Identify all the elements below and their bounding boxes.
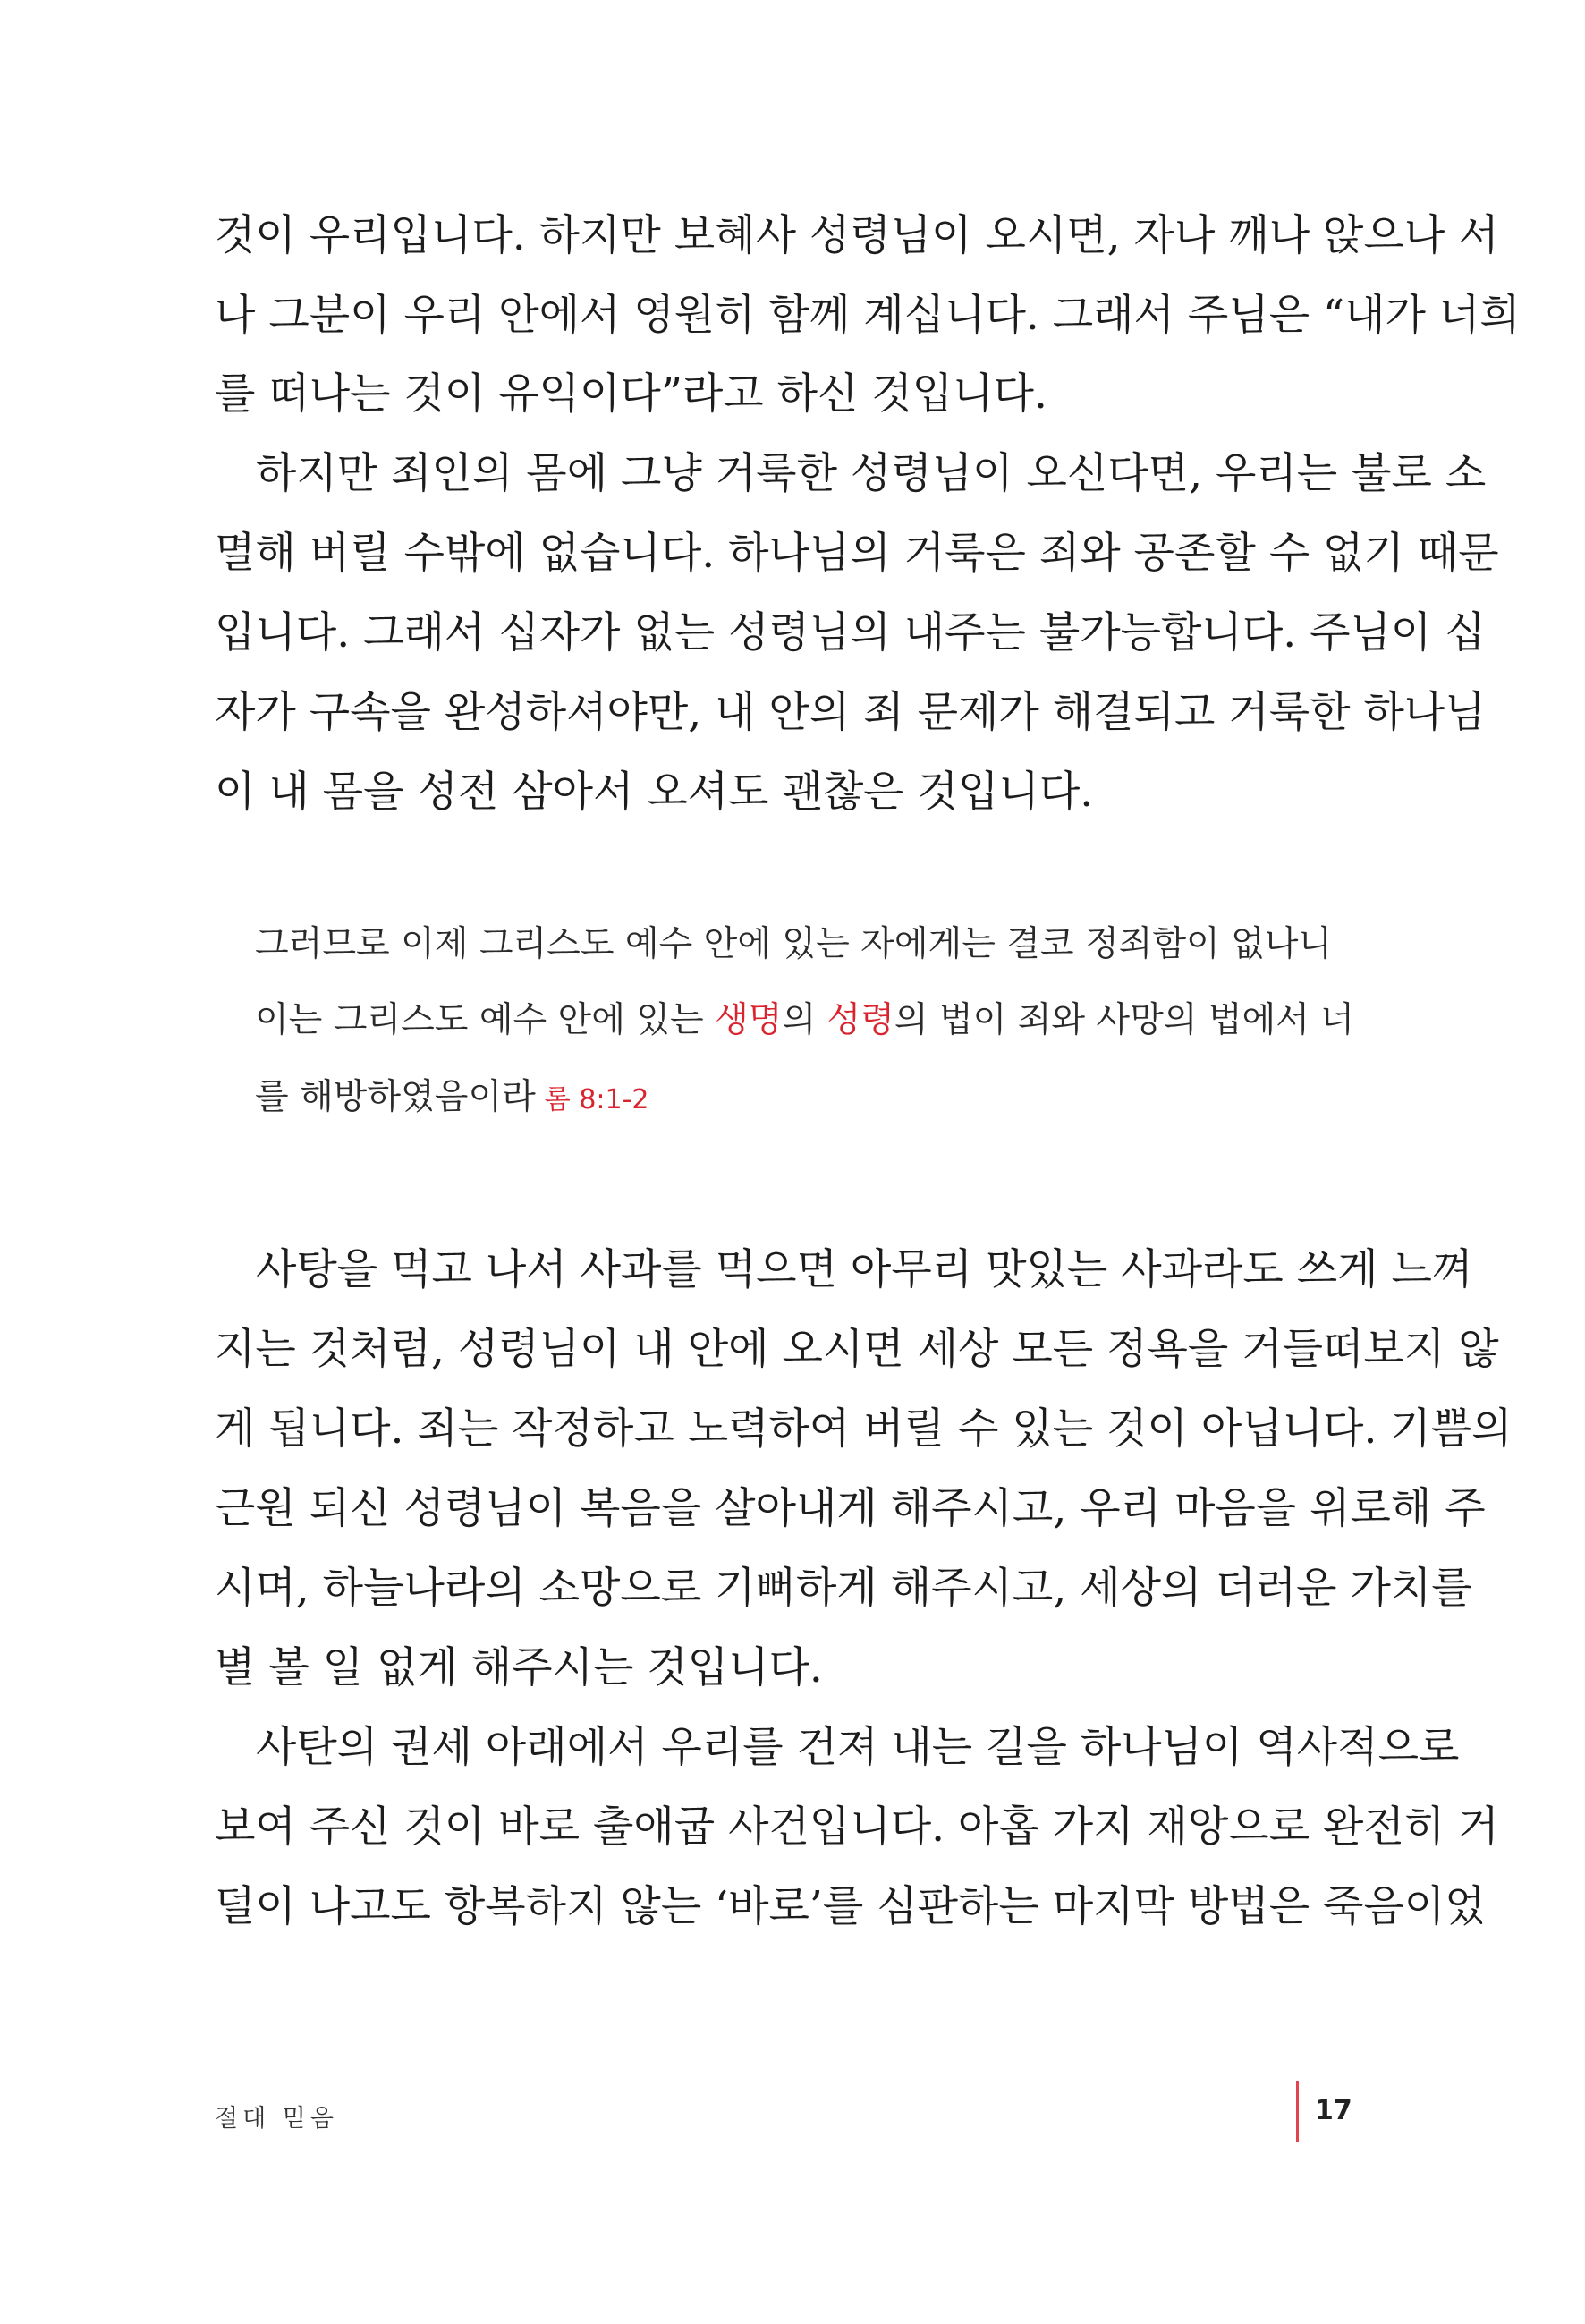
scripture-quote-line-2 <box>255 999 1354 1042</box>
paragraph-4-line-2: 보여 주신 것이 바로 출애굽 사건입니다. 아홉 가지 재앙으로 완전히 거 <box>215 1802 1499 1852</box>
paragraph-3-line-1: 사탕을 먹고 나서 사과를 먹으면 아무리 맛있는 사과라도 쓰게 느껴 <box>256 1245 1473 1294</box>
highlight-word-life: 생명 <box>715 1000 783 1040</box>
paragraph-2-line-1: 하지만 죄인의 몸에 그냥 거룩한 성령님이 오신다면, 우리는 불로 소 <box>256 449 1487 498</box>
highlight-word-spirit: 성령 <box>826 1000 894 1040</box>
footer-book-title: 절대 믿음 <box>215 2105 338 2133</box>
scripture-reference: 롬 8:1-2 <box>544 1084 649 1115</box>
page-number: 17 <box>1315 2095 1352 2126</box>
paragraph-3-line-5: 시며, 하늘나라의 소망으로 기뻐하게 해주시고, 세상의 더러운 가치를 <box>215 1564 1472 1613</box>
paragraph-3-line-6: 별 볼 일 없게 해주시는 것입니다. <box>215 1643 823 1692</box>
paragraph-2-line-3: 입니다. 그래서 십자가 없는 성령님의 내주는 불가능합니다. 주님이 십 <box>215 608 1486 657</box>
paragraph-1-line-2: 나 그분이 우리 안에서 영원히 함께 계십니다. 그래서 주님은 “내가 너희 <box>215 291 1521 340</box>
quote-text: 의 <box>782 1000 827 1040</box>
paragraph-2-line-5: 이 내 몸을 성전 삼아서 오셔도 괜찮은 것입니다. <box>215 768 1094 817</box>
quote-text: 의 법이 죄와 사망의 법에서 너 <box>894 1000 1354 1040</box>
paragraph-2-line-2: 멸해 버릴 수밖에 없습니다. 하나님의 거룩은 죄와 공존할 수 없기 때문 <box>215 529 1499 578</box>
paragraph-1-line-1: 것이 우리입니다. 하지만 보혜사 성령님이 오시면, 자나 깨나 앉으나 서 <box>215 211 1499 260</box>
scripture-quote-line-3 <box>255 1076 1264 1119</box>
footer-divider <box>1296 2081 1299 2142</box>
scripture-quote-line-1: 그러므로 이제 그리스도 예수 안에 있는 자에게는 결코 정죄함이 없나니 <box>255 924 1333 964</box>
paragraph-2-line-4: 자가 구속을 완성하셔야만, 내 안의 죄 문제가 해결되고 거룩한 하나님 <box>215 688 1486 737</box>
paragraph-4-line-3: 덜이 나고도 항복하지 않는 ‘바로’를 심판하는 마지막 방법은 죽음이었 <box>215 1882 1486 1931</box>
paragraph-3-line-3: 게 됩니다. 죄는 작정하고 노력하여 버릴 수 있는 것이 아닙니다. 기쁨의 <box>215 1404 1513 1454</box>
paragraph-1-line-3: 를 떠나는 것이 유익이다”라고 하신 것입니다. <box>215 369 1047 419</box>
paragraph-3-line-4: 근원 되신 성령님이 복음을 살아내게 해주시고, 우리 마음을 위로해 주 <box>215 1484 1486 1533</box>
paragraph-3-line-2: 지는 것처럼, 성령님이 내 안에 오시면 세상 모든 정욕을 거들떠보지 않 <box>215 1325 1499 1374</box>
paragraph-4-line-1: 사탄의 권세 아래에서 우리를 건져 내는 길을 하나님이 역사적으로 <box>256 1723 1460 1772</box>
quote-text: 이는 그리스도 예수 안에 있는 <box>255 1000 716 1040</box>
quote-text: 를 해방하였음이라 <box>255 1077 536 1117</box>
